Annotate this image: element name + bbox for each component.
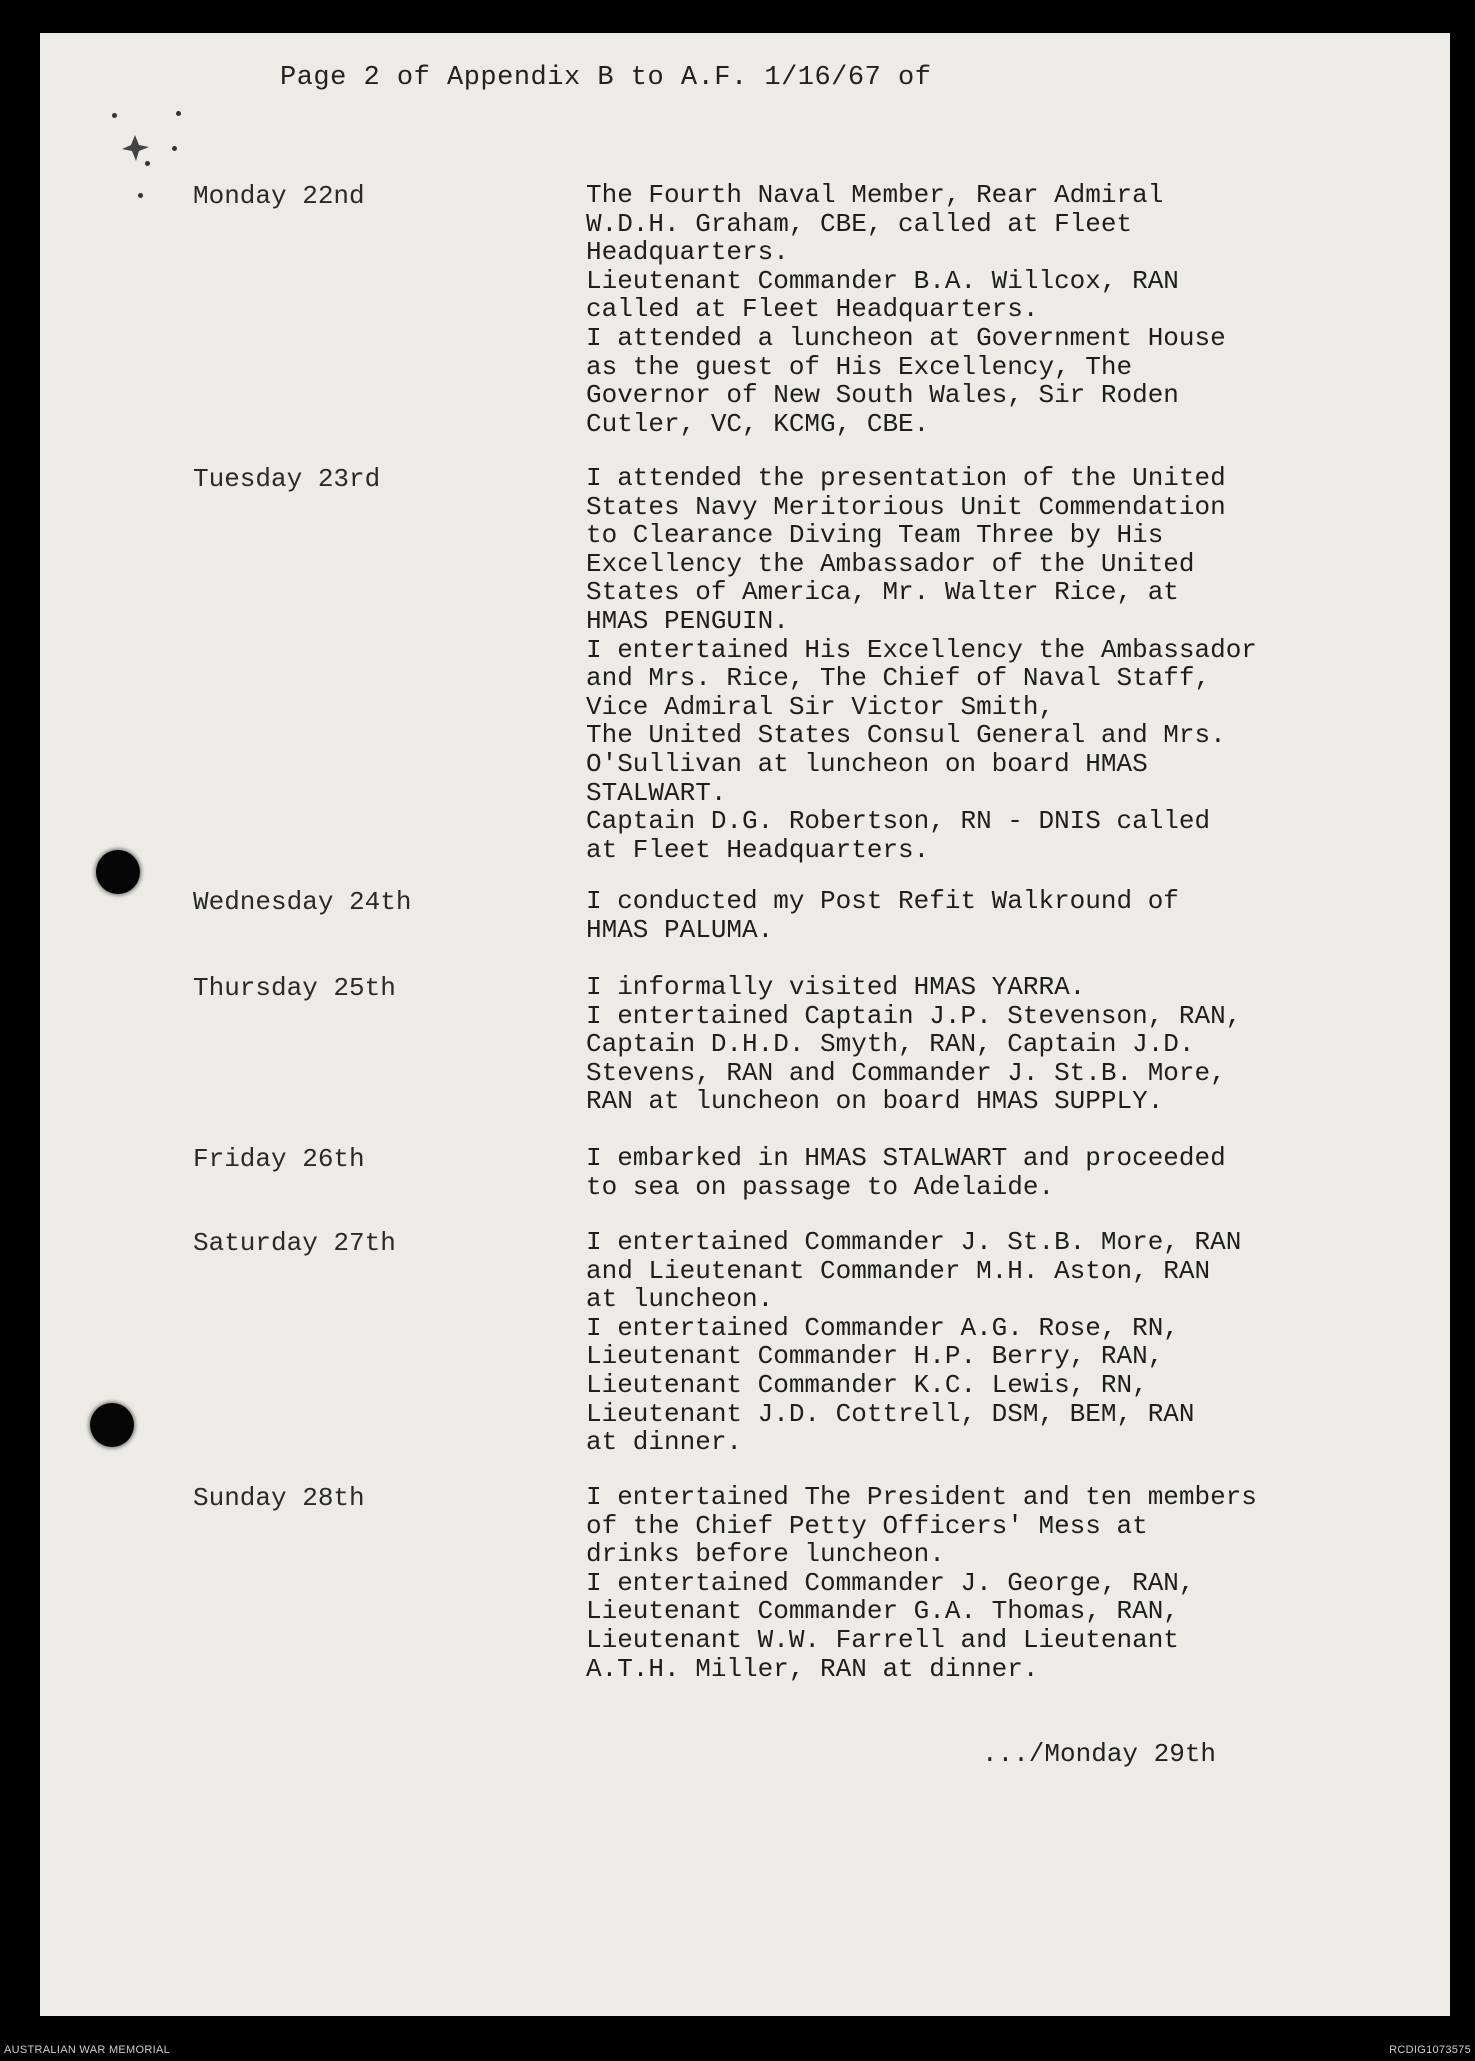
text-line: I attended a luncheon at Government House [586,322,1226,353]
text-line: RAN at luncheon on board HMAS SUPPLY. [586,1086,1164,1117]
speck-mark [176,111,181,116]
entry-date: Friday 26th [193,1144,365,1174]
text-line: HMAS PENGUIN. [586,605,789,636]
punch-hole [90,1403,134,1447]
entry-date: Thursday 25th [193,973,396,1003]
text-line: States Navy Meritorious Unit Commendation [586,491,1226,522]
text-line: STALWART. [586,777,727,808]
entry-text [586,1228,1241,1457]
speck-mark [172,146,177,151]
text-line: A.T.H. Miller, RAN at dinner. [586,1653,1039,1684]
page-header: Page 2 of Appendix B to A.F. 1/16/67 of [280,63,932,93]
speck-mark [145,161,150,166]
entry-date: Monday 22nd [193,181,365,211]
text-line: I informally visited HMAS YARRA. [586,972,1086,1002]
text-line: and Mrs. Rice, The Chief of Naval Staff, [586,663,1211,694]
text-line: I embarked in HMAS STALWART and proceeded [586,1143,1226,1173]
text-line: The Fourth Naval Member, Rear Admiral [586,180,1164,210]
entry-date: Saturday 27th [193,1228,396,1258]
text-line: I entertained His Excellency the Ambassador [586,634,1257,665]
text-line: Headquarters. [586,237,789,268]
entry-date: Tuesday 23rd [193,464,381,494]
entry-date: Sunday 28th [193,1483,365,1513]
text-line: Lieutenant W.W. Farrell and Lieutenant [586,1624,1179,1655]
text-line: I entertained Commander J. St.B. More, RAN [586,1227,1242,1257]
text-line: to Clearance Diving Team Three by His [586,520,1164,551]
text-line: Vice Admiral Sir Victor Smith, [586,691,1055,722]
archive-credit: AUSTRALIAN WAR MEMORIAL [4,2044,171,2056]
entry-text [586,1483,1257,1683]
text-line: Lieutenant Commander G.A. Thomas, RAN, [586,1596,1179,1627]
text-line: W.D.H. Graham, CBE, called at Fleet [586,208,1133,239]
text-line: States of America, Mr. Walter Rice, at [586,577,1179,608]
punch-hole [96,850,140,894]
entry-text [586,181,1226,438]
text-line: Lieutenant Commander H.P. Berry, RAN, [586,1341,1164,1372]
text-line: Cutler, VC, KCMG, CBE. [586,408,930,439]
text-line: I attended the presentation of the United [586,463,1226,493]
text-line: Excellency the Ambassador of the United [586,548,1195,579]
text-line: drinks before luncheon. [586,1539,945,1570]
entry-text [586,973,1241,1116]
text-line: and Lieutenant Commander M.H. Aston, RAN [586,1255,1211,1286]
text-line: to sea on passage to Adelaide. [586,1171,1055,1202]
entry-text [586,1144,1226,1201]
text-line: at dinner. [586,1427,743,1458]
text-line: I entertained Commander A.G. Rose, RN, [586,1312,1179,1343]
speck-mark [112,113,117,118]
text-line: at Fleet Headquarters. [586,834,930,865]
text-line: Lieutenant Commander K.C. Lewis, RN, [586,1369,1148,1400]
document-page [40,33,1450,2016]
entry-text [586,464,1257,864]
text-line: Lieutenant Commander B.A. Willcox, RAN [586,265,1179,296]
archive-id: RCDIG1073575 [1389,2044,1471,2056]
text-line: Lieutenant J.D. Cottrell, DSM, BEM, RAN [586,1398,1195,1429]
text-line: Stevens, RAN and Commander J. St.B. More, [586,1057,1226,1088]
text-line: at luncheon. [586,1284,774,1315]
text-line: Governor of New South Wales, Sir Roden [586,380,1179,411]
text-line: The United States Consul General and Mrs. [586,720,1226,751]
text-line: O'Sullivan at luncheon on board HMAS [586,748,1148,779]
continuation-note: .../Monday 29th [982,1739,1217,1769]
text-line: I conducted my Post Refit Walkround of [586,886,1179,916]
speck-mark [138,193,143,198]
entry-text [586,887,1179,944]
text-line: I entertained Commander J. George, RAN, [586,1567,1195,1598]
text-line: called at Fleet Headquarters. [586,294,1039,325]
entry-date: Wednesday 24th [193,887,412,917]
text-line: as the guest of His Excellency, The [586,351,1133,382]
text-line: Captain D.H.D. Smyth, RAN, Captain J.D. [586,1029,1195,1060]
text-line: HMAS PALUMA. [586,914,774,945]
staple-puncture-icon [120,133,150,163]
text-line: Captain D.G. Robertson, RN - DNIS called [586,806,1211,837]
text-line: I entertained The President and ten members [586,1482,1257,1512]
text-line: of the Chief Petty Officers' Mess at [586,1510,1148,1541]
text-line: I entertained Captain J.P. Stevenson, RAN, [586,1000,1242,1031]
